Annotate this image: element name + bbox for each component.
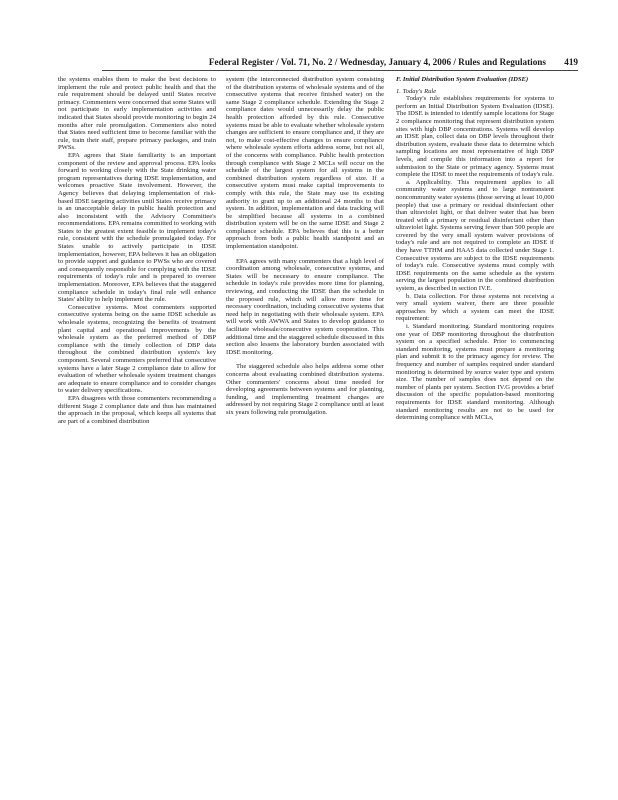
paragraph: Today's rule establishes requirements for systems to perform an Initial Distribution System Evaluation (IDSE). The IDSE is intended to identify sample locations for Stage 2 compliance monitoring that represent distribution system sites with high DBP concentrations. Systems will develop an IDSE plan, collect data on DBP levels throughout their distribution system, evaluate these data to determine which sampling locations are most representative of high DBP levels, and compile this information into a report for submission to the State or primacy agency. Systems must complete the IDSE to meet the requirements of today's rule. [396,95,554,179]
paragraph: EPA agrees with many commenters that a high level of coordination among wholesale, consecutive systems, and States will be necessary to ensure compliance. The schedule in today's rule provides more time for planning, reviewing, and conducting the IDSE than the schedule in the proposed rule, which will allow more time for necessary coordination, including consecutive systems that need help in negotiating with their wholesale system. EPA will work with AWWA and States to develop guidance to facilitate wholesale/consecutive system cooperation. This additional time and the staggered schedule discussed in this section also lessens the laboratory burden associated with IDSE monitoring. [226,257,384,356]
paragraph: a. Applicability. This requirement applies to all community water systems and to large nontransient noncommunity water systems (those serving at least 10,000 people) that use a primary or residual disinfectant other than ultraviolet light, or that deliver water that has been treated with a primary or residual disinfectant other than ultraviolet light. Systems serving fewer than 500 people are covered by the very small system waiver provisions of today's rule and are not required to complete an IDSE if they have TTHM and HAA5 data collected under Stage 1. Consecutive systems are subject to the IDSE requirements of today's rule. Consecutive systems must comply with IDSE requirements on the same schedule as the system serving the largest population in the combined distribution system, as described in section IV.E. [396,178,554,293]
paragraph: EPA agrees that State familiarity is an important component of the review and approval process. EPA looks forward to working closely with the State drinking water program representatives during IDSE implementation, and welcomes proactive State involvement. However, the Agency believes that delaying implementation of risk-based IDSE targeting activities until States receive primacy is an unacceptable delay in public health protection and also inconsistent with the Advisory Committee's recommendations. EPA remains committed to working with States to the greatest extent feasible to implement today's rule, consistent with the schedule promulgated today. For States unable to actively participate in IDSE implementation, however, EPA believes it has an obligation to provide support and guidance to PWSs who are covered and consequently responsible for complying with the IDSE requirements of today's rule and is prepared to oversee implementation. Moreover, EPA believes that the staggered compliance schedule in today's final rule will enhance States' ability to help implement the rule. [58,151,216,304]
column-left [58,76,216,776]
column-middle [226,76,384,776]
page-header [50,55,578,69]
header-rule [102,70,578,71]
paragraph: system (the interconnected distribution system consisting of the distribution systems of wholesale systems and of the consecutive systems that receive finished water) on the same Stage 2 compliance schedule. Extending the Stage 2 compliance dates would unnecessarily delay the public health protection afforded by this rule. Consecutive systems must be able to evaluate whether wholesale system changes are sufficient to ensure compliance and, if they are not, to make cost-effective changes to ensure compliance where wholesale system efforts address some, but not all, of the concerns with compliance. Public health protection through compliance with Stage 2 MCLs will occur on the schedule of the largest system for all systems in the combined distribution system regardless of size. If a consecutive system must make capital improvements to comply with this rule, the State may use its existing authority to grant up to an additional 24 months to that system. In addition, implementation and data tracking will be simplified because all systems in a combined distribution system will be on the same IDSE and Stage 2 compliance schedule. EPA believes that this is a better approach from both a public health standpoint and an implementation standpoint. [226,76,384,251]
paragraph: b. Data collection. For those systems not receiving a very small system waiver, there are three possible approaches by which a system can meet the IDSE requirement: [396,292,554,323]
section-heading: F. Initial Distribution System Evaluation (IDSE) [396,76,529,83]
running-head: Federal Register / Vol. 71, No. 2 / Wednesday, January 4, 2006 / Rules and Regulations [208,57,546,67]
subsection-heading: 1. Today's Rule [396,87,437,95]
paragraph: i. Standard monitoring. Standard monitoring requires one year of DBP monitoring throughout the distribution system on a specified schedule. Prior to commencing standard monitoring, systems must prepare a monitoring plan and submit it to the primacy agency for review. The frequency and number of samples required under standard monitoring is determined by source water type and system size. The number of samples does not depend on the number of plants per system. Section IV.G provides a brief discussion of the specific population-based monitoring requirements for IDSE standard monitoring. Although standard monitoring results are not to be used for determining compliance with MCLs, [396,323,554,422]
column-right [396,76,554,776]
paragraph: The staggered schedule also helps address some other concerns about evaluating combined distribution systems. Other commenters' concerns about time needed for developing agreements between systems and for planning, funding, and implementing treatment changes are addressed by not requiring Stage 2 compliance until at least six years following rule promulgation. [226,363,384,416]
paragraph: the systems enables them to make the best decisions to implement the rule and protect public health and that the rule requirement should be delayed until States receive primacy. Commenters were concerned that some States will not participate in early implementation activities and indicated that States should provide monitoring to begin 24 months after rule promulgation. Commenters also noted that States need sufficient time to become familiar with the rule, train their staff, prepare primacy packages, and train PWSs. [58,76,216,152]
paragraph: EPA disagrees with those commenters recommending a different Stage 2 compliance date and thus has maintained the approach in the proposal, which keeps all systems that are part of a combined distribution [58,394,216,425]
paragraph: Consecutive systems. Most commenters supported consecutive systems being on the same IDSE schedule as wholesale systems, recognizing the benefits of treatment plant capital and operational improvements by the wholesale system as the preferred method of DBP compliance with the timely collection of DBP data throughout the combined distribution system's key component. Several commenters preferred that consecutive systems have a later Stage 2 compliance date to allow for evaluation of whether wholesale system treatment changes are adequate to ensure compliance and to consider changes to water delivery specifications. [58,303,216,395]
page-number: 419 [564,57,578,67]
